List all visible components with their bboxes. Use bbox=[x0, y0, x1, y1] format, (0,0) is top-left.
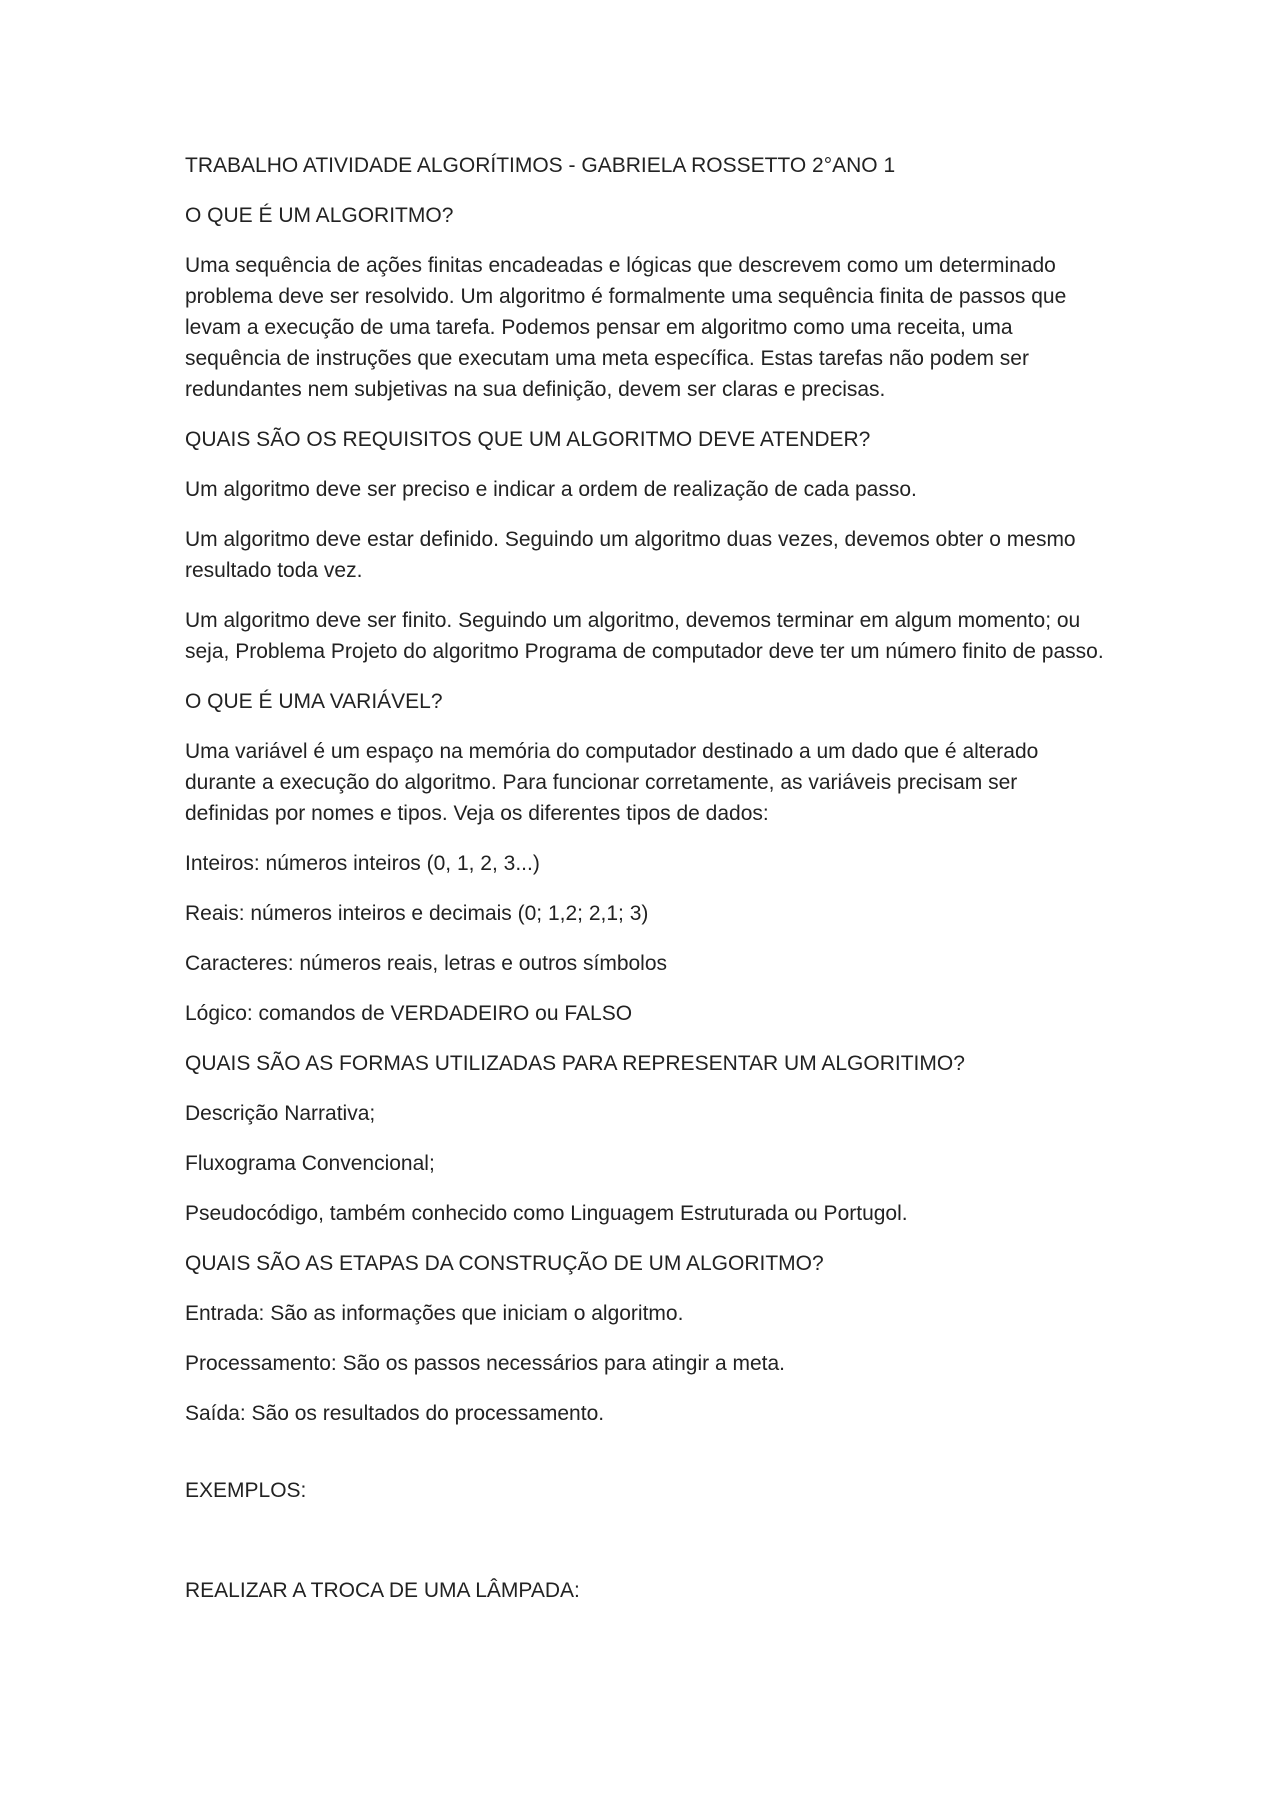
data-type-item: Caracteres: números reais, letras e outros símbolos bbox=[185, 952, 668, 975]
answer-paragraph: Um algoritmo deve ser preciso e indicar a ordem de realização de cada passo. bbox=[185, 478, 917, 501]
stage-item: Processamento: São os passos necessários para atingir a meta. bbox=[185, 1352, 785, 1375]
answer-paragraph: Uma variável é um espaço na memória do computador destinado a um dado que é alterado durante a execução do algoritmo. Para funcionar corretamente, as variáveis precisam ser definidas por nomes e tipos. Veja os diferentes tipos de dados: bbox=[185, 740, 1039, 825]
representation-item: Descrição Narrativa; bbox=[185, 1102, 376, 1125]
answer-paragraph: Um algoritmo deve ser finito. Seguindo um algoritmo, devemos terminar em algum momento; ou seja, Problema Projeto do algoritmo Programa de computador deve ter um número finito de passo. bbox=[185, 609, 1104, 663]
document-title: TRABALHO ATIVIDADE ALGORÍTIMOS - GABRIELA ROSSETTO 2°ANO 1 bbox=[185, 154, 896, 177]
question-heading: QUAIS SÃO AS FORMAS UTILIZADAS PARA REPRESENTAR UM ALGORITIMO? bbox=[185, 1052, 965, 1075]
stage-item: Entrada: São as informações que iniciam o algoritmo. bbox=[185, 1302, 684, 1325]
stage-item: Saída: São os resultados do processamento. bbox=[185, 1402, 605, 1425]
document-body bbox=[185, 150, 1105, 1625]
examples-heading: EXEMPLOS: bbox=[185, 1479, 307, 1502]
data-type-item: Reais: números inteiros e decimais (0; 1,2; 2,1; 3) bbox=[185, 902, 649, 925]
question-heading: QUAIS SÃO AS ETAPAS DA CONSTRUÇÃO DE UM ALGORITMO? bbox=[185, 1252, 824, 1275]
representation-item: Pseudocódigo, também conhecido como Linguagem Estruturada ou Portugol. bbox=[185, 1202, 908, 1225]
question-heading: O QUE É UMA VARIÁVEL? bbox=[185, 690, 443, 713]
question-heading: O QUE É UM ALGORITMO? bbox=[185, 204, 454, 227]
data-type-item: Lógico: comandos de VERDADEIRO ou FALSO bbox=[185, 1002, 633, 1025]
data-type-item: Inteiros: números inteiros (0, 1, 2, 3...) bbox=[185, 852, 540, 875]
representation-item: Fluxograma Convencional; bbox=[185, 1152, 435, 1175]
example-title: REALIZAR A TROCA DE UMA LÂMPADA: bbox=[185, 1579, 580, 1602]
answer-paragraph: Um algoritmo deve estar definido. Seguindo um algoritmo duas vezes, devemos obter o mesmo resultado toda vez. bbox=[185, 528, 1076, 582]
answer-paragraph: Uma sequência de ações finitas encadeadas e lógicas que descrevem como um determinado problema deve ser resolvido. Um algoritmo é formalmente uma sequência finita de passos que levam a execução de uma tarefa. Podemos pensar em algoritmo como uma receita, uma sequência de instruções que executam uma meta específica. Estas tarefas não podem ser redundantes nem subjetivas na sua definição, devem ser claras e precisas. bbox=[185, 254, 1067, 401]
question-heading: QUAIS SÃO OS REQUISITOS QUE UM ALGORITMO DEVE ATENDER? bbox=[185, 428, 871, 451]
